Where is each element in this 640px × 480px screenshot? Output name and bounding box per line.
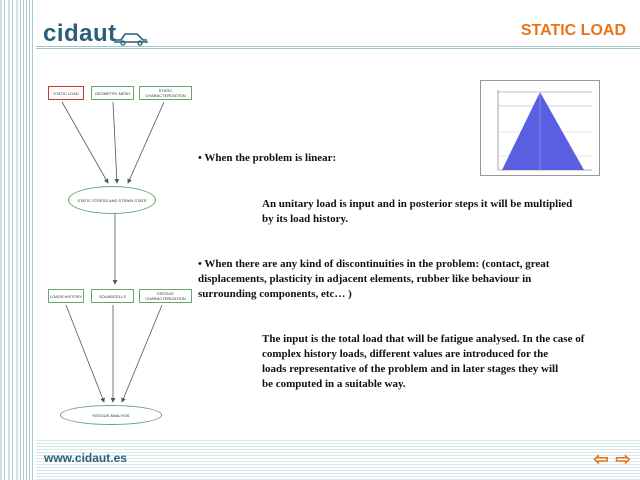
diagram-box-static-characterization: STATIC CHARACTERIZATION xyxy=(139,86,192,100)
load-history-inset-chart xyxy=(480,80,600,176)
diagram-box-loads-history: LOADS HISTORY xyxy=(48,289,84,303)
arrow-left-icon[interactable]: ⇦ xyxy=(593,448,609,469)
bullet-discontinuities-line1: • When there are any kind of discontinuities in the problem: (contact, great xyxy=(198,258,550,270)
arrow-right-icon[interactable]: ⇨ xyxy=(615,448,631,469)
page-title: STATIC LOAD xyxy=(520,22,626,39)
diagram-ellipse-stress-strain: STATIC STRESS AND STRAIN STATE xyxy=(68,186,156,214)
diagram-box-static-load: STATIC LOAD xyxy=(48,86,84,100)
diagram-box-geometry-mesh: GEOMETRY MESH xyxy=(91,86,134,100)
diagram-box-soundcells: SOUNDCELLS xyxy=(91,289,134,303)
footer-website-link[interactable]: www.cidaut.es xyxy=(44,451,127,465)
bullet-discontinuities-line2: displacements, plasticity in adjacent elements, rubber like behaviour in xyxy=(198,273,532,285)
bullet-discontinuities-line3: surrounding components, etc… ) xyxy=(198,288,352,300)
bullet-linear: • When the problem is linear: xyxy=(198,152,337,164)
text-total-load-line1: The input is the total load that will be fatigue analysed. In the case of xyxy=(262,333,585,345)
diagram-ellipse-fatigue-analysis: FATIGUE ANALYSIS xyxy=(60,405,162,425)
text-total-load-line2: complex history loads, different values are introduced for the xyxy=(262,348,549,360)
diagram-box-fatigue-characterization: FATIGUE CHARACTERIZATION xyxy=(139,289,192,303)
text-linear-line1: An unitary load is input and in posterior steps it will be multiplied xyxy=(262,198,573,210)
company-logo: cidaut xyxy=(43,20,117,47)
text-total-load-line4: be computed in a suitable way. xyxy=(262,378,406,390)
text-linear-line2: by its load history. xyxy=(262,213,349,225)
text-total-load-line3: loads representative of the problem and in later stages they will xyxy=(262,363,559,375)
